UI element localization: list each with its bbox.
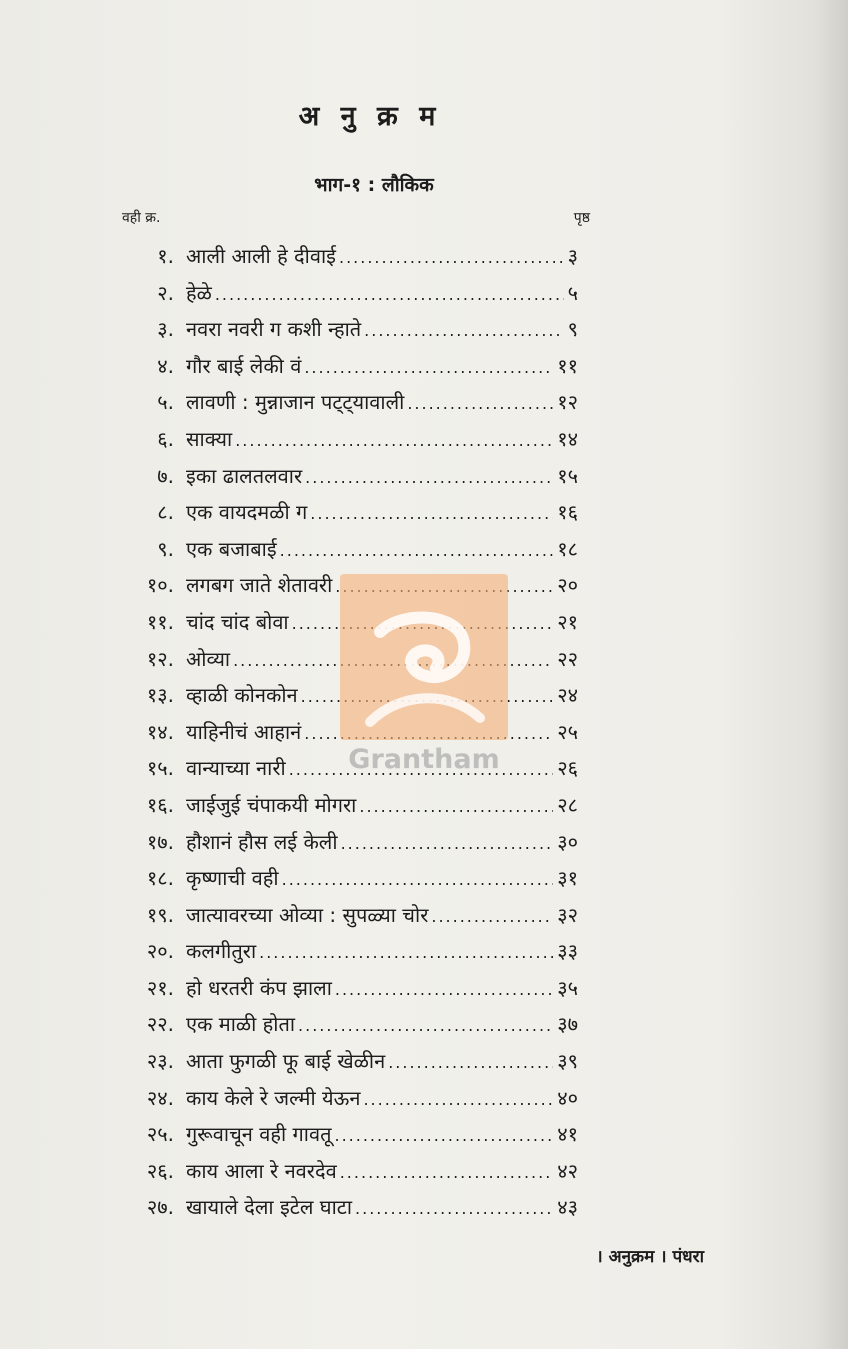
entry-title: गुरूवाचून वही गावतू [186,1122,332,1147]
entry-number: ९. [157,536,174,561]
entry-page: ४३ [557,1195,578,1220]
dot-leader [340,1155,553,1192]
toc-row [0,494,848,531]
entry-page: २२ [557,646,578,671]
toc-entry [186,604,578,643]
dot-leader [310,496,553,533]
entry-page: २५ [557,719,578,744]
entry-page: ११ [557,353,578,378]
dot-leader [282,862,554,899]
entry-page: ३ [567,244,578,268]
entry-page: ३७ [557,1012,578,1037]
toc-entry [186,384,578,423]
dot-leader [304,716,553,753]
toc-row [0,677,848,714]
entry-number: २५. [146,1122,174,1147]
dot-leader [235,423,553,460]
dot-leader [363,1082,553,1119]
entry-title: एक माळी होता [186,1012,296,1037]
entry-page: १४ [557,426,578,451]
entry-title: नवरा नवरी ग कशी न्हाते [186,317,362,342]
entry-page: २१ [557,609,578,634]
entry-number: ४. [157,353,174,378]
toc-entry [186,641,578,680]
dot-leader [280,533,554,570]
toc-row [0,604,848,641]
page-footer: । अनुक्रम । पंधरा [596,1247,704,1267]
entry-title: काय आला रे नवरदेव [186,1158,337,1183]
toc-row [0,897,848,934]
entry-number: १२. [146,646,174,671]
toc-row [0,824,848,861]
entry-number: १७. [146,829,174,854]
toc-entry [186,567,578,606]
column-header [122,208,590,230]
toc-row [0,1189,848,1226]
entry-title: चांद चांद बोवा [186,609,289,634]
toc-entry [186,311,578,350]
toc-entry [186,1153,578,1192]
toc-entry [186,238,578,277]
toc-entry [186,348,578,387]
entry-number: २२. [146,1012,174,1037]
entry-number: २३. [146,1049,174,1074]
dot-leader [341,826,554,863]
entry-title: आता फुगळी फू बाई खेळीन [186,1049,386,1074]
toc-row [0,384,848,421]
entry-title: लावणी : मुन्नाजान पट्ट्यावाली [186,390,405,415]
toc-entry [186,677,578,716]
entry-title: हौशानं हौस लई केली [186,829,338,854]
entry-title: आली आली हे दीवाई [186,244,336,268]
page-title: अ नु क्र म [298,101,442,132]
entry-page: ४२ [557,1158,578,1183]
dot-leader [298,1008,553,1045]
entry-title: ओव्या [186,646,231,671]
dot-leader [289,752,554,789]
toc-row [0,1006,848,1043]
toc-row [0,1043,848,1080]
entry-page: १२ [557,390,578,415]
toc-row [0,860,848,897]
entry-title: कलगीतुरा [186,939,257,964]
dot-leader [292,606,554,643]
entry-number: १३. [146,683,174,708]
toc-entry [186,421,578,460]
dot-leader [304,350,553,387]
entry-page: ४१ [557,1122,578,1147]
entry-title: गौर बाई लेकी वं [186,353,302,378]
entry-number: १०. [146,573,174,598]
toc-entry [186,275,578,314]
toc-entry [186,1116,578,1155]
entry-title: जाईजुई चंपाकयी मोगरा [186,792,357,817]
toc-row [0,1080,848,1117]
entry-number: २१. [146,975,174,1000]
toc-entry [186,860,578,899]
dot-leader [335,972,553,1009]
toc-row [0,458,848,495]
entry-page: ३९ [557,1049,578,1074]
entry-title: जात्यावरच्या ओव्या : सुपळ्या चोर [186,902,429,927]
entry-number: २७. [146,1195,174,1220]
dot-leader [335,569,553,606]
dot-leader [407,386,553,423]
dot-leader [355,1191,553,1228]
dot-leader [339,240,564,277]
entry-title: हो धरतरी कंप झाला [186,975,332,1000]
toc-row [0,933,848,970]
entry-number: १४. [146,719,174,744]
toc-entry [186,897,578,936]
dot-leader [364,313,563,350]
toc-row [0,567,848,604]
entry-page: १६ [557,500,578,525]
entry-title: साक्या [186,426,233,451]
entry-page: ५ [567,280,578,305]
toc-row [0,1153,848,1190]
dot-leader [259,935,553,972]
toc-entry [186,494,578,533]
toc-row [0,531,848,568]
toc-entry [186,1043,578,1082]
toc-entry [186,750,578,789]
entry-page: २० [557,573,578,598]
entry-number: ६. [157,426,174,451]
entry-number: ८. [157,500,174,525]
entry-page: १८ [557,536,578,561]
entry-number: १. [157,244,174,268]
entry-page: ३३ [557,939,578,964]
entry-title: एक वायदमळी ग [186,500,308,525]
toc-list [0,238,848,1226]
dot-leader [301,679,554,716]
entry-page: २६ [557,756,578,781]
toc-row [0,641,848,678]
entry-title: हेळे [186,280,212,305]
entry-page: ४० [557,1085,578,1110]
entry-page: ३० [557,829,578,854]
entry-title: कृष्णाची वही [186,866,279,891]
entry-page: ३१ [557,866,578,891]
dot-leader [233,643,553,680]
toc-entry [186,458,578,497]
entry-number: ११. [146,609,174,634]
toc-entry [186,1006,578,1045]
entry-title: याहिनीचं आहानं [186,719,302,744]
toc-row [0,238,848,275]
entry-number: ५. [157,390,174,415]
toc-row [0,1116,848,1153]
dot-leader [335,1118,554,1155]
entry-title: लगबग जाते शेतावरी [186,573,333,598]
toc-entry [186,531,578,570]
toc-entry [186,714,578,753]
entry-page: २४ [557,683,578,708]
entry-number: १६. [146,792,174,817]
dot-leader [359,789,553,826]
entry-number: १५. [146,756,174,781]
section-heading: भाग-१ : लौकिक [314,174,434,196]
entry-number: ७. [157,463,174,488]
dot-leader [305,460,553,497]
toc-row [0,787,848,824]
entry-number: १९. [146,902,174,927]
toc-entry [186,970,578,1009]
entry-page: २८ [557,792,578,817]
watermark-text: Grantham [348,744,500,775]
dot-leader [215,277,564,314]
entry-number: २. [157,280,174,305]
toc-entry [186,824,578,863]
toc-entry [186,933,578,972]
toc-row [0,275,848,312]
entry-page: ९ [567,317,578,342]
column-header-page: पृष्ठ [573,210,590,226]
entry-title: खायाले देला इटेल घाटा [186,1195,353,1220]
toc-entry [186,1189,578,1228]
dot-leader [431,899,553,936]
toc-row [0,348,848,385]
entry-title: वान्याच्या नारी [186,756,286,781]
dot-leader [388,1045,553,1082]
entry-number: १८. [146,866,174,891]
toc-row [0,970,848,1007]
entry-title: व्हाळी कोनकोन [186,683,298,708]
toc-row [0,421,848,458]
entry-page: ३५ [557,975,578,1000]
entry-number: २०. [146,939,174,964]
entry-page: ३२ [557,902,578,927]
column-header-number: वही क्र. [122,210,161,226]
entry-page: १५ [557,463,578,488]
toc-row [0,750,848,787]
toc-entry [186,787,578,826]
toc-row [0,714,848,751]
entry-title: इका ढालतलवार [186,463,303,488]
entry-number: २६. [146,1158,174,1183]
entry-title: एक बजाबाई [186,536,277,561]
toc-entry [186,1080,578,1119]
toc-row [0,311,848,348]
entry-title: काय केले रे जल्मी येऊन [186,1085,361,1110]
entry-number: ३. [157,317,174,342]
entry-number: २४. [146,1085,174,1110]
